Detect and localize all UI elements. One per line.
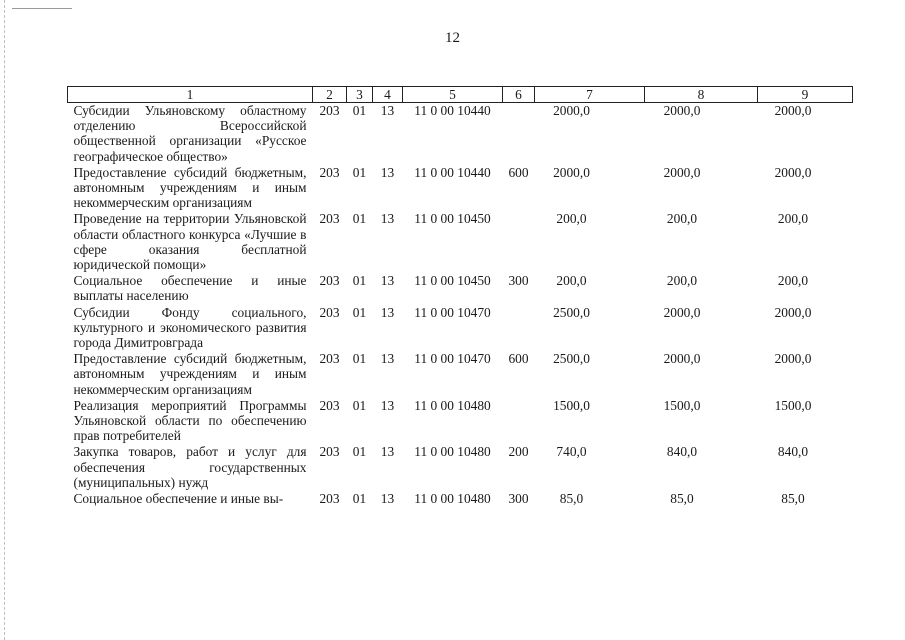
header-col-8: 8 [645, 87, 758, 103]
row-value-9: 2000,0 [774, 351, 812, 367]
row-code-4: 13 [380, 491, 395, 507]
table-row [68, 273, 853, 304]
row-value-8: 200,0 [666, 211, 698, 227]
row-value-9: 2000,0 [774, 164, 812, 180]
row-code-5: 11 0 00 10470 [414, 351, 491, 367]
row-value-8: 2000,0 [663, 103, 701, 118]
row-code-6: 200 [508, 444, 529, 460]
header-col-2: 2 [313, 87, 347, 103]
row-code-3: 01 [352, 103, 367, 118]
row-code-5: 11 0 00 10450 [414, 273, 491, 289]
row-name: Закупка товаров, работ и услуг для обеспечения государственных (муниципальных) нужд [73, 444, 307, 490]
row-value-7: 2000,0 [553, 103, 590, 118]
row-code-3: 01 [352, 444, 367, 460]
row-code-6 [503, 305, 535, 352]
row-code-2: 203 [319, 444, 340, 460]
row-code-5: 11 0 00 10480 [414, 397, 491, 413]
table-row [68, 351, 853, 398]
row-code-3: 01 [352, 211, 367, 227]
row-code-5: 11 0 00 10440 [414, 164, 491, 180]
row-code-4: 13 [380, 444, 395, 460]
table-row [68, 211, 853, 273]
row-value-9: 200,0 [777, 273, 809, 289]
row-code-6 [503, 398, 535, 445]
header-row [68, 87, 853, 103]
header-col-4: 4 [373, 87, 403, 103]
row-value-9: 200,0 [777, 211, 809, 227]
row-code-3: 01 [352, 273, 367, 289]
row-value-8: 1500,0 [663, 397, 701, 413]
table-row [68, 305, 853, 352]
scan-edge-mark [4, 0, 7, 640]
row-code-5: 11 0 00 10480 [414, 491, 491, 507]
row-value-8: 2000,0 [663, 351, 701, 367]
row-code-2: 203 [319, 103, 340, 118]
row-value-7: 2000,0 [553, 164, 590, 180]
row-name: Субсидии Ульяновскому областному отделению Всероссийской общественной организации «Русское географическое общество» [73, 103, 307, 164]
row-name: Социальное обеспечение и иные вы- [73, 491, 284, 507]
row-code-4: 13 [380, 164, 395, 180]
row-name: Проведение на территории Ульяновской области областного конкурса «Лучшие в сфере оказания бесплатной юридической помощи» [73, 211, 307, 273]
row-code-4: 13 [380, 211, 395, 227]
table-header [68, 87, 853, 103]
row-code-6: 300 [508, 273, 529, 289]
row-value-9: 2000,0 [774, 103, 812, 118]
row-value-7: 2500,0 [553, 304, 590, 320]
table-row [68, 165, 853, 212]
row-code-3: 01 [352, 304, 367, 320]
row-code-5: 11 0 00 10440 [414, 103, 491, 118]
row-code-5: 11 0 00 10470 [414, 304, 491, 320]
row-code-4: 13 [380, 273, 395, 289]
row-code-6 [503, 103, 535, 165]
row-code-4: 13 [380, 103, 395, 118]
row-code-4: 13 [380, 397, 395, 413]
budget-table [67, 86, 853, 507]
row-name: Реализация мероприятий Программы Ульяновской области по обеспечению прав потребителей [73, 397, 307, 444]
row-code-5: 11 0 00 10480 [414, 444, 491, 460]
row-code-3: 01 [352, 164, 367, 180]
row-value-8: 200,0 [666, 273, 698, 289]
table-row [68, 491, 853, 507]
row-code-3: 01 [352, 397, 367, 413]
row-code-2: 203 [319, 164, 340, 180]
header-col-6: 6 [503, 87, 535, 103]
table-body [68, 103, 853, 508]
table-row [68, 398, 853, 445]
row-code-2: 203 [319, 397, 340, 413]
row-value-8: 85,0 [670, 491, 694, 507]
page-number: 12 [445, 30, 460, 46]
row-value-7: 200,0 [556, 273, 587, 289]
row-code-5: 11 0 00 10450 [414, 211, 491, 227]
row-value-8: 840,0 [666, 444, 698, 460]
header-col-3: 3 [347, 87, 373, 103]
header-col-7: 7 [535, 87, 645, 103]
row-name: Предоставление субсидий бюджетным, автономным учреждениям и иным некоммерческим организациям [73, 164, 307, 211]
row-code-2: 203 [319, 273, 340, 289]
header-col-5: 5 [403, 87, 503, 103]
row-value-9: 1500,0 [774, 397, 812, 413]
row-code-2: 203 [319, 211, 340, 227]
row-value-9: 85,0 [781, 491, 805, 507]
row-code-2: 203 [319, 304, 340, 320]
row-code-4: 13 [380, 351, 395, 367]
row-value-9: 2000,0 [774, 304, 812, 320]
row-value-7: 1500,0 [553, 397, 590, 413]
row-code-2: 203 [319, 491, 340, 507]
row-value-7: 200,0 [556, 211, 587, 227]
row-code-6: 600 [508, 351, 529, 367]
header-col-1: 1 [68, 87, 313, 103]
row-value-8: 2000,0 [663, 164, 701, 180]
row-value-9: 840,0 [777, 444, 809, 460]
row-code-6: 300 [508, 491, 529, 507]
row-code-6: 600 [508, 164, 529, 180]
row-value-8: 2000,0 [663, 304, 701, 320]
table-row [68, 444, 853, 491]
row-name: Предоставление субсидий бюджетным, автономным учреждениям и иным некоммерческим организациям [73, 351, 307, 397]
row-code-3: 01 [352, 491, 367, 507]
row-value-7: 740,0 [556, 444, 587, 460]
row-code-2: 203 [319, 351, 340, 367]
row-code-3: 01 [352, 351, 367, 367]
row-name: Субсидии Фонду социального, культурного и экономического развития города Димитровграда [73, 304, 307, 351]
row-value-7: 2500,0 [553, 351, 590, 367]
header-col-9: 9 [758, 87, 853, 103]
row-value-7: 85,0 [559, 491, 584, 507]
row-name: Социальное обеспечение и иные выплаты населению [73, 273, 307, 304]
row-code-4: 13 [380, 304, 395, 320]
scan-top-rule [12, 8, 72, 9]
table-row [68, 103, 853, 165]
row-code-6 [503, 211, 535, 273]
